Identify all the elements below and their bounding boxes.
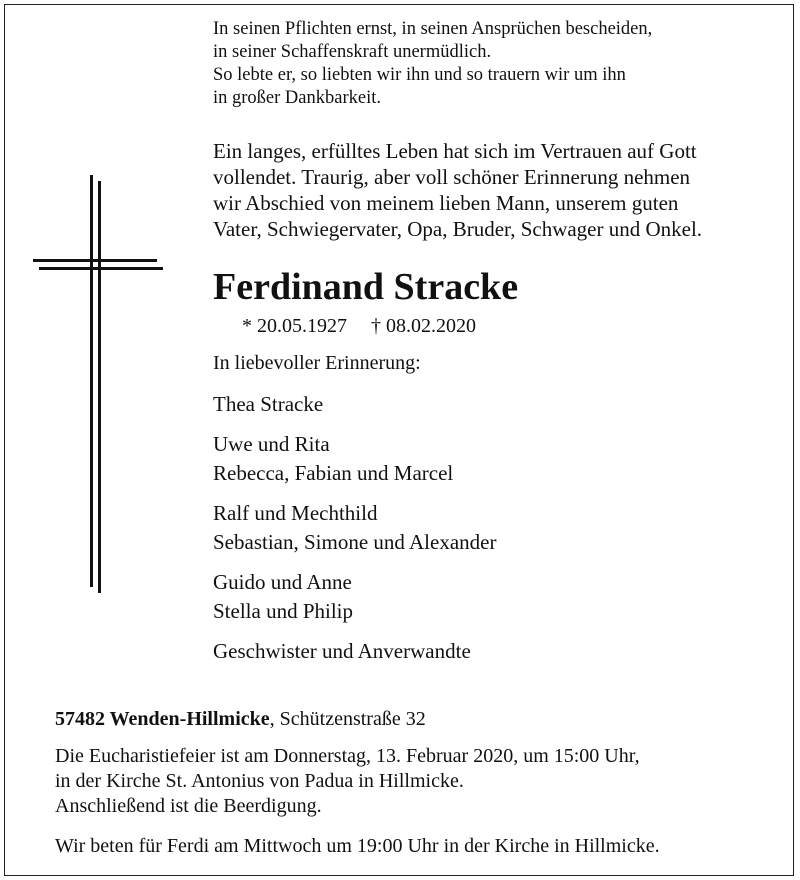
mourner-line: Rebecca, Fabian und Marcel <box>213 461 454 485</box>
cross-vertical-bar <box>90 175 93 587</box>
cross-horizontal-bar <box>33 259 157 262</box>
deceased-name: Ferdinand Stracke <box>213 266 519 308</box>
mourner-group <box>213 390 496 419</box>
verse-line: So lebte er, so liebten wir ihn und so trauern wir um ihn <box>213 65 626 85</box>
mourner-line: Ralf und Mechthild <box>213 501 378 525</box>
verse-line: in großer Dankbarkeit. <box>213 88 381 108</box>
life-dates <box>242 313 476 339</box>
service-line: in der Kirche St. Antonius von Padua in Hillmicke. <box>55 770 464 792</box>
mourner-line: Sebastian, Simone und Alexander <box>213 530 497 554</box>
verse <box>213 18 652 110</box>
announcement-line: Ein langes, erfülltes Leben hat sich im Vertrauen auf Gott <box>213 139 697 163</box>
service-line: Anschließend ist die Beerdigung. <box>55 795 322 817</box>
memory-label: In liebevoller Erinnerung: <box>213 352 421 374</box>
family-address <box>55 706 426 732</box>
mourner-line: Geschwister und Anverwandte <box>213 639 471 663</box>
announcement-text <box>213 138 702 242</box>
address-street: , Schützenstraße 32 <box>269 708 426 730</box>
mourners-list <box>213 390 496 677</box>
evening-prayer-info: Wir beten für Ferdi am Mittwoch um 19:00 Uhr in der Kirche in Hillmicke. <box>55 835 660 857</box>
mourner-line: Guido und Anne <box>213 570 352 594</box>
cross-vertical-bar-shadow <box>98 181 101 593</box>
verse-line: In seinen Pflichten ernst, in seinen Ansprüchen bescheiden, <box>213 19 653 39</box>
mourner-line: Uwe und Rita <box>213 432 330 456</box>
announcement-line: wir Abschied von meinem lieben Mann, unserem guten <box>213 191 679 215</box>
cross-icon <box>33 175 163 595</box>
mourner-line: Thea Stracke <box>213 392 324 416</box>
mourner-group <box>213 637 496 666</box>
service-line: Die Eucharistiefeier ist am Donnerstag, 13. Februar 2020, um 15:00 Uhr, <box>55 745 640 767</box>
mourner-line: Stella und Philip <box>213 599 354 623</box>
mourner-group <box>213 568 496 626</box>
verse-line: in seiner Schaffenskraft unermüdlich. <box>213 42 492 62</box>
announcement-line: vollendet. Traurig, aber voll schöner Erinnerung nehmen <box>213 165 691 189</box>
announcement-line: Vater, Schwiegervater, Opa, Bruder, Schwager und Onkel. <box>213 217 703 241</box>
mourner-group <box>213 430 496 488</box>
address-town: 57482 Wenden-Hillmicke <box>55 708 270 730</box>
funeral-service-info <box>55 744 640 819</box>
cross-horizontal-bar-shadow <box>39 267 163 270</box>
birth-date: * 20.05.1927 <box>242 315 347 337</box>
mourner-group <box>213 499 496 557</box>
death-date: † 08.02.2020 <box>371 315 476 337</box>
